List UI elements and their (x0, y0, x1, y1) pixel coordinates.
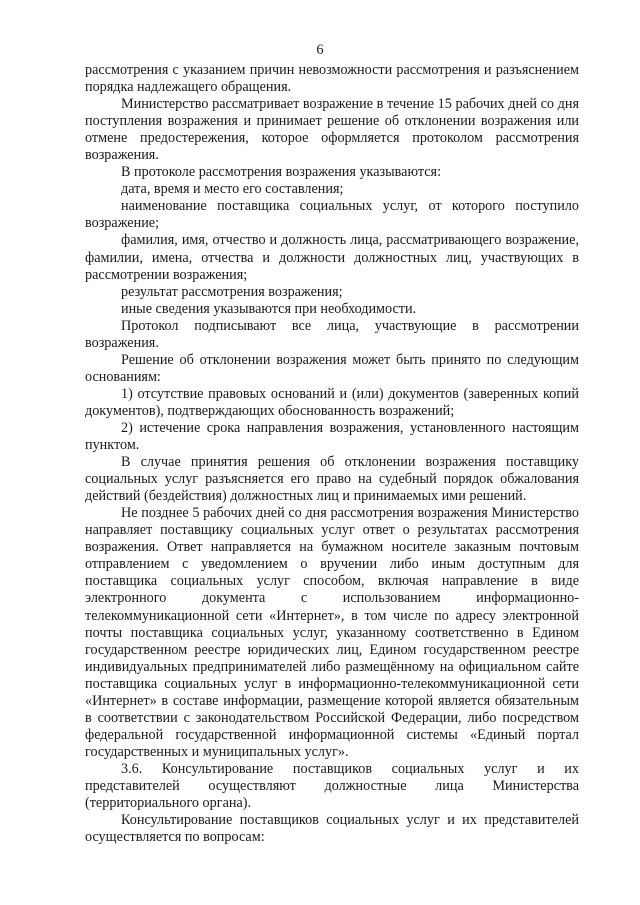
paragraph: рассмотрения с указанием причин невозможности рассмотрения и разъяснением порядка надлежащего обращения. (85, 62, 579, 96)
page-number: 6 (316, 42, 324, 58)
section-heading-paragraph: 3.6. Консультирование поставщиков социальных услуг и их представителей осуществляют должностные лица Министерства (территориального органа). (85, 760, 579, 812)
list-item: результат рассмотрения возражения; (121, 283, 343, 300)
paragraph: Решение об отклонении возражения может быть принято по следующим основаниям: (85, 351, 579, 385)
paragraph: В протоколе рассмотрения возражения указываются: (121, 164, 442, 181)
list-item: иные сведения указываются при необходимости. (121, 300, 417, 317)
paragraph: Протокол подписывают все лица, участвующие в рассмотрении возражения. (85, 317, 579, 351)
paragraph: Консультирование поставщиков социальных услуг и их представителей осуществляется по вопросам: (85, 812, 579, 846)
list-item: 1) отсутствие правовых оснований и (или) документов (заверенных копий документов), подтверждающих обоснованность возражений; (85, 385, 579, 419)
paragraph: Министерство рассматривает возражение в течение 15 рабочих дней со дня поступления возражения и принимает решение об отклонении возражения или отмене предостережения, которое оформляется протоколом рассмотрения возражения. (85, 96, 579, 164)
list-item: 2) истечение срока направления возражения, установленного настоящим пунктом. (85, 419, 579, 454)
paragraph: В случае принятия решения об отклонении возражения поставщику социальных услуг разъясняется его право на судебный порядок обжалования действий (бездействия) должностных лиц и принимаемых ими решений. (85, 454, 579, 505)
paragraph: Не позднее 5 рабочих дней со дня рассмотрения возражения Министерство направляет поставщику социальных услуг ответ о результатах рассмотрения возражения. Ответ направляется на бумажном носителе заказным почтовым отправлением с уведомлением о вручении либо иным доступным для поставщика социальных услуг способом, включая направление в виде электронного документа с использованием информационно-телекоммуникационной сети «Интернет», в том числе по адресу электронной почты поставщика социальных услуг, указанному соответственно в Едином государственном реестре юридических лиц, Едином государственном реестре индивидуальных предпринимателей либо размещённому на официальном сайте поставщика социальных услуг в информационно-телекоммуникационной сети «Интернет» в составе информации, размещение которой является обязательным в соответствии с законодательством Российской Федерации, либо посредством федеральной государственной информационной системы «Единый портал государственных и муниципальных услуг». (85, 505, 579, 760)
document-body (85, 62, 579, 846)
list-item: фамилия, имя, отчество и должность лица, рассматривающего возражение, фамилии, имена, отчества и должности должностных лиц, участвующих в рассмотрении возражения; (85, 232, 579, 283)
list-item: дата, время и место его составления; (121, 181, 344, 198)
list-item: наименование поставщика социальных услуг, от которого поступило возражение; (85, 198, 579, 232)
